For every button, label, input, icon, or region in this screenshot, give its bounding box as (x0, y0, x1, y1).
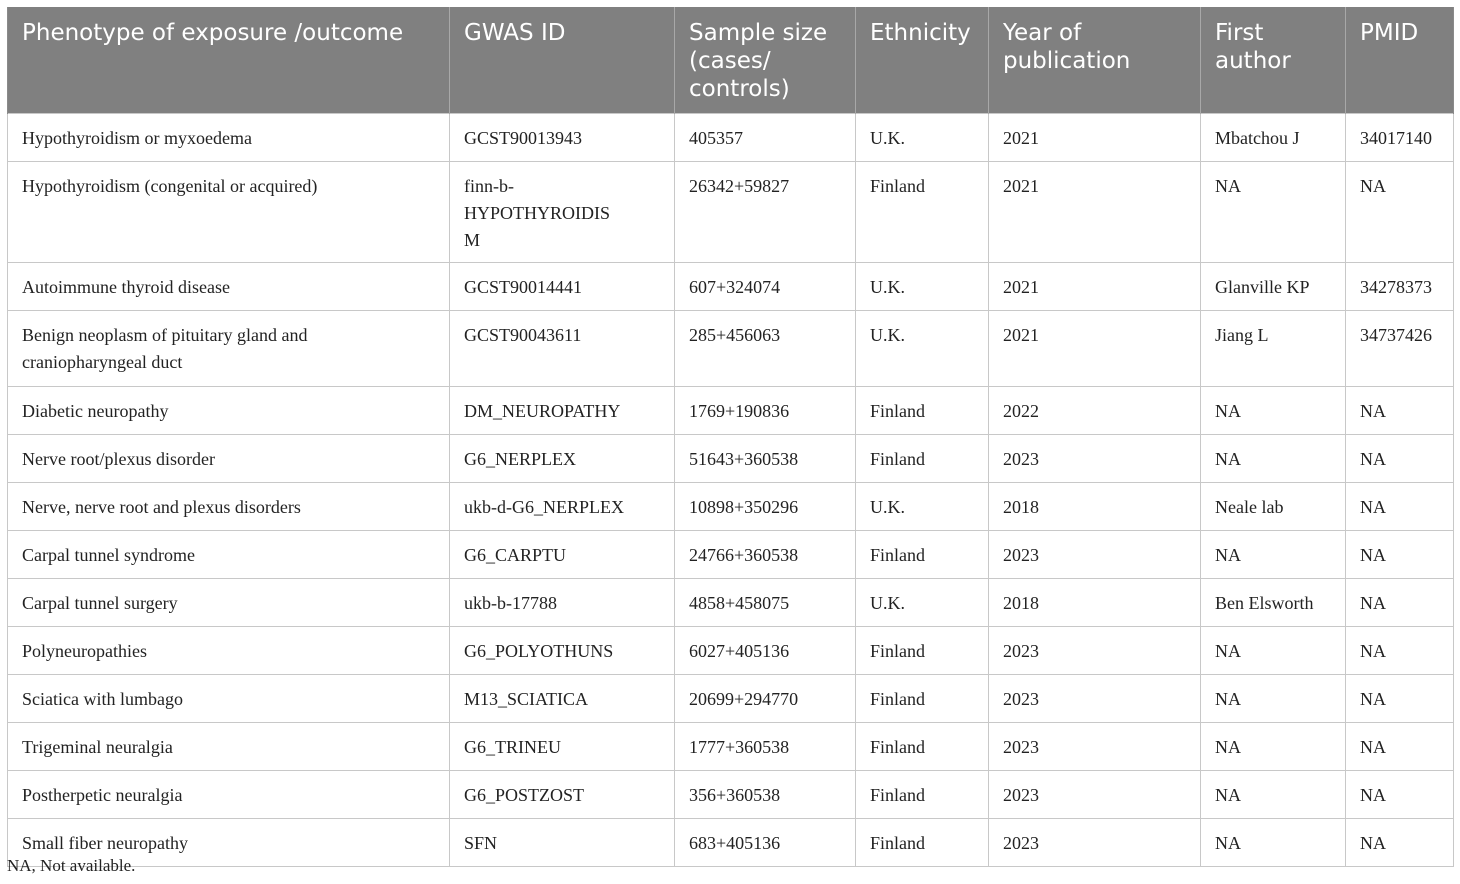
cell-pmid: NA (1346, 675, 1454, 723)
header-ethnicity: Ethnicity (856, 7, 989, 114)
cell-sample-size: 607+324074 (675, 263, 856, 311)
cell-sample-size: 24766+360538 (675, 531, 856, 579)
cell-gwas-id: G6_POSTZOST (450, 771, 675, 819)
cell-pmid: NA (1346, 819, 1454, 867)
table-header (8, 7, 1454, 114)
table-row (8, 579, 1454, 627)
table-row (8, 483, 1454, 531)
cell-pmid: NA (1346, 579, 1454, 627)
cell-phenotype: Postherpetic neuralgia (8, 771, 450, 819)
cell-first-author: NA (1201, 435, 1346, 483)
cell-first-author: Neale lab (1201, 483, 1346, 531)
cell-gwas-id: G6_NERPLEX (450, 435, 675, 483)
header-phenotype: Phenotype of exposure /outcome (8, 7, 450, 114)
cell-sample-size: 20699+294770 (675, 675, 856, 723)
cell-gwas-id: GCST90013943 (450, 114, 675, 162)
gwas-id-text: finn-b-HYPOTHYROIDISM (464, 176, 611, 250)
cell-pmid: NA (1346, 531, 1454, 579)
cell-ethnicity: U.K. (856, 579, 989, 627)
cell-sample-size: 51643+360538 (675, 435, 856, 483)
cell-ethnicity: Finland (856, 627, 989, 675)
header-first-author: First author (1201, 7, 1346, 114)
table-row (8, 435, 1454, 483)
cell-first-author: NA (1201, 675, 1346, 723)
cell-phenotype: Benign neoplasm of pituitary gland and craniopharyngeal duct (8, 311, 450, 387)
cell-ethnicity: Finland (856, 771, 989, 819)
cell-sample-size: 10898+350296 (675, 483, 856, 531)
cell-ethnicity: Finland (856, 387, 989, 435)
cell-year: 2021 (989, 263, 1201, 311)
cell-phenotype: Hypothyroidism or myxoedema (8, 114, 450, 162)
cell-gwas-id: M13_SCIATICA (450, 675, 675, 723)
cell-ethnicity: Finland (856, 162, 989, 263)
cell-sample-size: 1777+360538 (675, 723, 856, 771)
cell-gwas-id: DM_NEUROPATHY (450, 387, 675, 435)
cell-pmid: 34017140 (1346, 114, 1454, 162)
header-sample-size: Sample size (cases/ controls) (675, 7, 856, 114)
cell-first-author: NA (1201, 819, 1346, 867)
cell-phenotype: Small fiber neuropathy (8, 819, 450, 867)
cell-gwas-id: GCST90014441 (450, 263, 675, 311)
cell-ethnicity: Finland (856, 723, 989, 771)
cell-phenotype: Autoimmune thyroid disease (8, 263, 450, 311)
cell-gwas-id: G6_TRINEU (450, 723, 675, 771)
table-row (8, 627, 1454, 675)
cell-year: 2023 (989, 675, 1201, 723)
cell-gwas-id: G6_CARPTU (450, 531, 675, 579)
cell-ethnicity: U.K. (856, 114, 989, 162)
table-row (8, 531, 1454, 579)
cell-phenotype: Trigeminal neuralgia (8, 723, 450, 771)
table-row (8, 387, 1454, 435)
cell-sample-size: 26342+59827 (675, 162, 856, 263)
cell-year: 2023 (989, 723, 1201, 771)
cell-pmid: NA (1346, 771, 1454, 819)
cell-gwas-id (450, 162, 675, 263)
cell-ethnicity: U.K. (856, 263, 989, 311)
cell-gwas-id: ukb-d-G6_NERPLEX (450, 483, 675, 531)
cell-year: 2023 (989, 627, 1201, 675)
cell-sample-size: 6027+405136 (675, 627, 856, 675)
cell-sample-size: 356+360538 (675, 771, 856, 819)
cell-ethnicity: U.K. (856, 311, 989, 387)
table-row (8, 311, 1454, 387)
header-gwas-id: GWAS ID (450, 7, 675, 114)
cell-phenotype: Nerve, nerve root and plexus disorders (8, 483, 450, 531)
cell-phenotype: Nerve root/plexus disorder (8, 435, 450, 483)
cell-first-author: Jiang L (1201, 311, 1346, 387)
cell-sample-size: 1769+190836 (675, 387, 856, 435)
cell-first-author: Glanville KP (1201, 263, 1346, 311)
cell-ethnicity: U.K. (856, 483, 989, 531)
cell-first-author: NA (1201, 771, 1346, 819)
cell-year: 2022 (989, 387, 1201, 435)
cell-phenotype: Diabetic neuropathy (8, 387, 450, 435)
cell-year: 2021 (989, 162, 1201, 263)
cell-ethnicity: Finland (856, 435, 989, 483)
cell-year: 2023 (989, 435, 1201, 483)
cell-gwas-id: ukb-b-17788 (450, 579, 675, 627)
cell-sample-size: 285+456063 (675, 311, 856, 387)
cell-year: 2018 (989, 483, 1201, 531)
table-body (8, 114, 1454, 867)
cell-pmid: NA (1346, 162, 1454, 263)
cell-year: 2023 (989, 819, 1201, 867)
cell-pmid: 34737426 (1346, 311, 1454, 387)
cell-year: 2023 (989, 531, 1201, 579)
header-year: Year of publication (989, 7, 1201, 114)
table-row (8, 819, 1454, 867)
cell-gwas-id: SFN (450, 819, 675, 867)
cell-sample-size: 683+405136 (675, 819, 856, 867)
cell-phenotype: Hypothyroidism (congenital or acquired) (8, 162, 450, 263)
cell-phenotype: Carpal tunnel surgery (8, 579, 450, 627)
cell-pmid: 34278373 (1346, 263, 1454, 311)
table-row (8, 723, 1454, 771)
header-row (8, 7, 1454, 114)
cell-year: 2023 (989, 771, 1201, 819)
cell-first-author: NA (1201, 723, 1346, 771)
cell-phenotype: Carpal tunnel syndrome (8, 531, 450, 579)
cell-first-author: NA (1201, 531, 1346, 579)
cell-sample-size: 405357 (675, 114, 856, 162)
table-row (8, 675, 1454, 723)
cell-pmid: NA (1346, 435, 1454, 483)
header-pmid: PMID (1346, 7, 1454, 114)
cell-year: 2021 (989, 311, 1201, 387)
cell-phenotype: Polyneuropathies (8, 627, 450, 675)
cell-first-author: Mbatchou J (1201, 114, 1346, 162)
cell-pmid: NA (1346, 723, 1454, 771)
data-table-container (7, 7, 1453, 867)
cell-first-author: NA (1201, 387, 1346, 435)
cell-gwas-id: GCST90043611 (450, 311, 675, 387)
cell-ethnicity: Finland (856, 819, 989, 867)
table-row (8, 263, 1454, 311)
gwas-table (7, 7, 1454, 867)
cell-pmid: NA (1346, 387, 1454, 435)
cell-sample-size: 4858+458075 (675, 579, 856, 627)
cell-ethnicity: Finland (856, 531, 989, 579)
cell-phenotype: Sciatica with lumbago (8, 675, 450, 723)
cell-first-author: NA (1201, 162, 1346, 263)
cell-year: 2021 (989, 114, 1201, 162)
cell-pmid: NA (1346, 627, 1454, 675)
cell-first-author: Ben Elsworth (1201, 579, 1346, 627)
cell-first-author: NA (1201, 627, 1346, 675)
cell-ethnicity: Finland (856, 675, 989, 723)
table-footnote: NA, Not available. (7, 856, 136, 875)
cell-year: 2018 (989, 579, 1201, 627)
cell-pmid: NA (1346, 483, 1454, 531)
table-row (8, 162, 1454, 263)
table-row (8, 771, 1454, 819)
cell-gwas-id: G6_POLYOTHUNS (450, 627, 675, 675)
table-row (8, 114, 1454, 162)
